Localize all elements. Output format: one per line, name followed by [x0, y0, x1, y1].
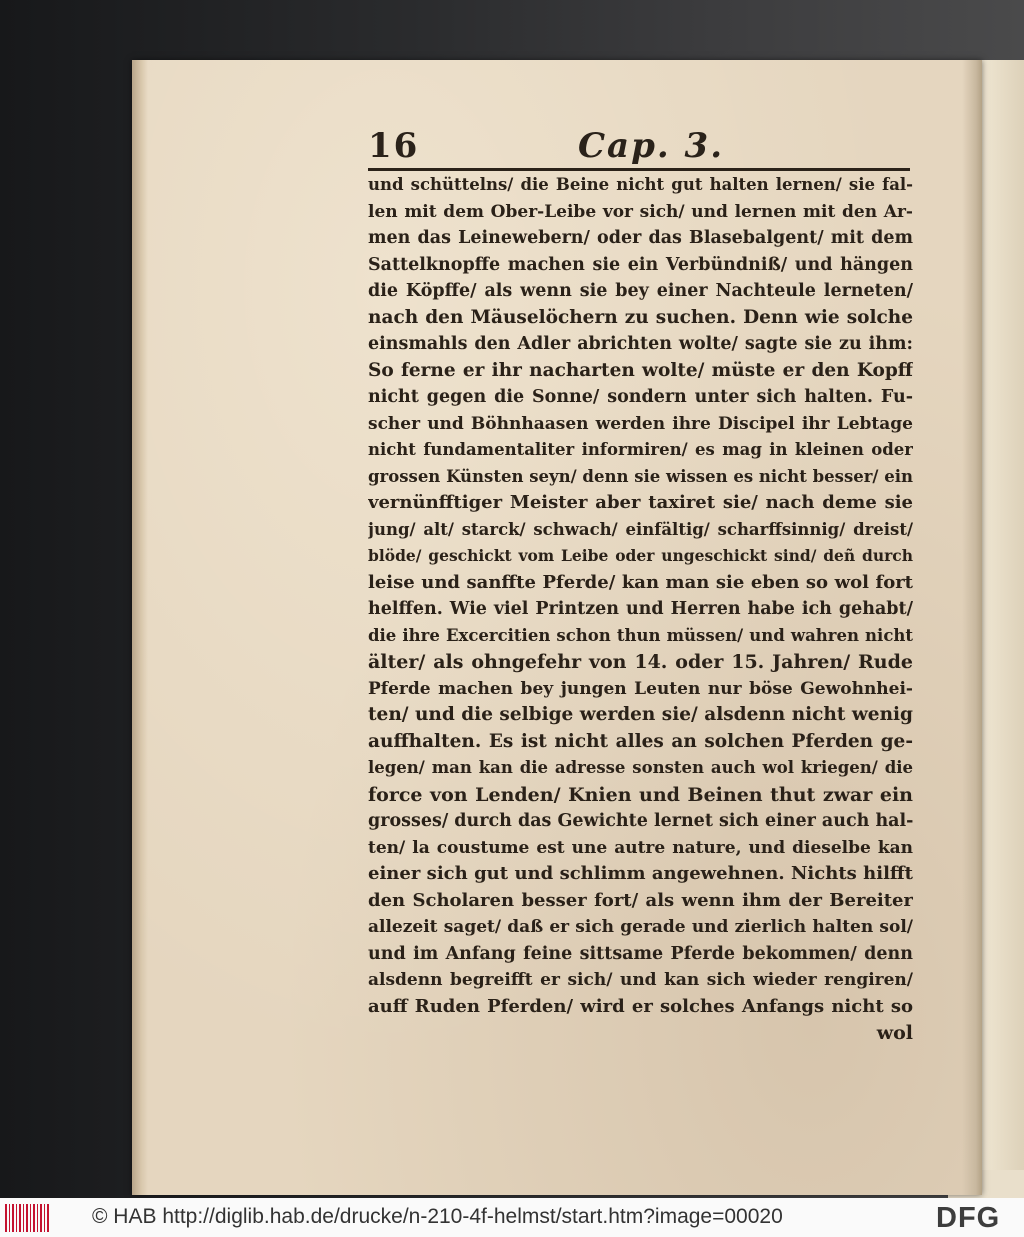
text-line: auff Ruden Pferden/ wird er solches Anfangs nicht so [368, 995, 913, 1017]
text-line: einer sich gut und schlimm angewehnen. Nichts hilfft [368, 863, 913, 884]
page-binding-edge [132, 60, 148, 1195]
page-right-shadow [962, 60, 982, 1195]
text-line: helffen. Wie viel Printzen und Herren habe ich gehabt/ [368, 599, 913, 619]
text-line: Pferde machen bey jungen Leuten nur böse Gewohnhei- [368, 678, 913, 699]
copyright-link[interactable]: © HAB http://diglib.hab.de/drucke/n-210-4f-helmst/start.htm?image=00020 [92, 1205, 783, 1228]
text-line: grosses/ durch das Gewichte lernet sich einer auch hal- [368, 811, 913, 831]
dfg-logo[interactable]: DFG [936, 1202, 1001, 1234]
text-line: grossen Künsten seyn/ denn sie wissen es nicht besser/ ein [368, 466, 913, 486]
text-line: auffhalten. Es ist nicht alles an solchen Pferden ge- [368, 730, 913, 752]
text-line: jung/ alt/ starck/ schwach/ einfältig/ scharffsinnig/ dreist/ [368, 519, 913, 539]
text-line: die Köpffe/ als wenn sie bey einer Nachteule lerneten/ [368, 281, 913, 301]
text-line: men das Leinewebern/ oder das Blasebalgent/ mit dem [368, 228, 913, 248]
header-rule [368, 168, 910, 171]
text-line: ten/ la coustume est une autre nature, und dieselbe kan [368, 837, 913, 858]
text-line: wol [876, 1022, 913, 1044]
text-line: den Scholaren besser fort/ als wenn ihm der Bereiter [368, 889, 913, 911]
text-line: ten/ und die selbige werden sie/ alsdenn nicht wenig [368, 704, 913, 725]
text-line: blöde/ geschickt vom Leibe oder ungeschickt sind/ deñ durch [368, 546, 913, 565]
text-line: So ferne er ihr nacharten wolte/ müste er den Kopff [368, 359, 913, 381]
chapter-heading: Cap. 3. [578, 126, 725, 166]
text-line: nach den Mäuselöchern zu suchen. Denn wie solche [368, 306, 913, 328]
hab-barcode-icon[interactable] [5, 1204, 49, 1232]
text-line: legen/ man kan die adresse sonsten auch wol kriegen/ die [368, 758, 913, 777]
page-header [368, 124, 910, 174]
text-line: force von Lenden/ Knien und Beinen thut zwar ein [368, 783, 913, 806]
body-text [368, 172, 913, 1047]
text-line: alsdenn begreifft er sich/ und kan sich wieder rengiren/ [368, 970, 913, 990]
text-line: vernünfftiger Meister aber taxiret sie/ nach deme sie [368, 492, 913, 513]
text-line: nicht gegen die Sonne/ sondern unter sich halten. Fu- [368, 387, 913, 407]
text-line: scher und Böhnhaasen werden ihre Discipel ihr Lebtage [368, 413, 913, 434]
text-line: allezeit saget/ daß er sich gerade und zierlich halten sol/ [368, 917, 913, 937]
text-line: einsmahls den Adler abrichten wolte/ sagte sie zu ihm: [368, 334, 913, 354]
text-line: älter/ als ohngefehr von 14. oder 15. Jahren/ Rude [368, 651, 913, 673]
text-line: und schüttelns/ die Beine nicht gut halten lernen/ sie fal- [368, 175, 913, 194]
next-page-edge [982, 60, 1024, 1198]
text-line: Sattelknopffe machen sie ein Verbündniß/ und hängen [368, 254, 913, 275]
text-line: die ihre Excercitien schon thun müssen/ und wahren nicht [368, 625, 913, 645]
text-line: nicht fundamentaliter informiren/ es mag in kleinen oder [368, 440, 913, 459]
viewer-footer [0, 1198, 1024, 1237]
text-line: und im Anfang feine sittsame Pferde bekommen/ denn [368, 943, 913, 964]
page-number: 16 [368, 126, 420, 166]
text-line: len mit dem Ober-Leibe vor sich/ und lernen mit den Ar- [368, 201, 913, 222]
text-line: leise und sanffte Pferde/ kan man sie eben so wol fort [368, 571, 913, 593]
